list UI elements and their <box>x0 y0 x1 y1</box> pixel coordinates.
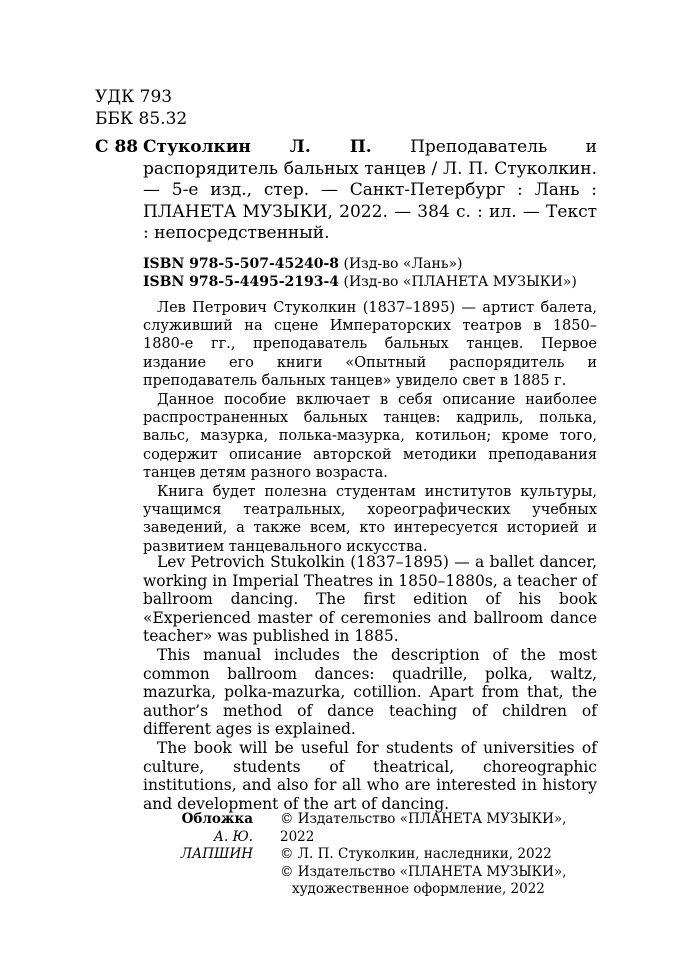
isbn-number: ISBN 978-5-507-45240-8 <box>143 255 340 272</box>
author-sign: С 88 <box>95 137 139 157</box>
udk-code: УДК 793 <box>95 87 173 107</box>
author-name: Стуколкин Л. П. <box>143 137 372 157</box>
copyright-line-continuation: художественное оформление, 2022 <box>292 881 545 898</box>
cover-label: Обложка <box>181 811 253 827</box>
isbn-list <box>95 255 597 291</box>
copyright-line: © Л. П. Стуколкин, наследники, 2022 <box>280 846 552 863</box>
isbn-line <box>143 255 597 273</box>
isbn-number: ISBN 978-5-4495-2193-4 <box>143 273 340 290</box>
isbn-publisher: (Изд-во «ПЛАНЕТА МУЗЫКИ») <box>343 273 577 290</box>
abstract-paragraph: The book will be useful for students of universities of culture, students of theatrical, choreographic institutions, and also for all who are interested in history and development of the art of dancing. <box>143 738 597 813</box>
copyright-line: © Издательство «ПЛАНЕТА МУЗЫКИ», 2022 <box>280 811 567 845</box>
isbn-line <box>143 273 597 291</box>
cover-artist: А. Ю. ЛАПШИН <box>180 828 253 863</box>
isbn-publisher: (Изд-во «Лань») <box>343 255 463 272</box>
abstract-english <box>143 553 597 813</box>
copyright-line: © Издательство «ПЛАНЕТА МУЗЫКИ», <box>280 863 567 880</box>
classification-codes <box>95 86 187 130</box>
abstract-paragraph: This manual includes the description of the most common ballroom dances: quadrille, polka, waltz, mazurka, polka-mazurka, cotillion. Apart from that, the author’s method of dance teaching of children of different ages is explained. <box>143 645 597 739</box>
bibliographic-entry <box>95 137 597 245</box>
abstract-russian <box>95 299 597 557</box>
abstract-paragraph: Данное пособие включает в себя описание наиболее распространенных бальных танцев: кадриль, полька, вальс, мазурка, полька-мазурка, котильон; кроме того, содержит описание авторской методики преподавания танцев детям разного возраста. <box>143 391 597 482</box>
copyright-notices <box>280 811 600 899</box>
bbk-code: ББК 85.32 <box>95 109 188 129</box>
catalog-entry-block <box>95 137 597 556</box>
abstract-paragraph: Лев Петрович Стуколкин (1837–1895) — артист балета, служивший на сцене Императорских театров в 1850–1880-е гг., преподаватель бальных танцев. Первое издание его книги «Опытный распорядитель и преподаватель бальных танцев» увидело свет в 1885 г. <box>143 299 597 390</box>
bibliographic-description <box>95 137 597 245</box>
cover-credit <box>143 811 253 864</box>
book-description: Преподаватель и распорядитель бальных танцев / Л. П. Стуколкин. — 5-е изд., стер. — Санкт-Петербург : Лань : ПЛАНЕТА МУЗЫКИ, 2022. — 384 с. : ил. — Текст : непосредственный. <box>143 137 598 243</box>
abstract-paragraph: Lev Petrovich Stukolkin (1837–1895) — a ballet dancer, working in Imperial Theatres in 1850–1880s, a teacher of ballroom dancing. The first edition of his book «Experienced master of ceremonies and ballroom dance teacher» was published in 1885. <box>143 553 597 646</box>
abstract-paragraph: Книга будет полезна студентам институтов культуры, учащимся театральных, хореографических учебных заведений, а также всем, кто интересуется историей и развитием танцевального искусства. <box>143 483 597 555</box>
